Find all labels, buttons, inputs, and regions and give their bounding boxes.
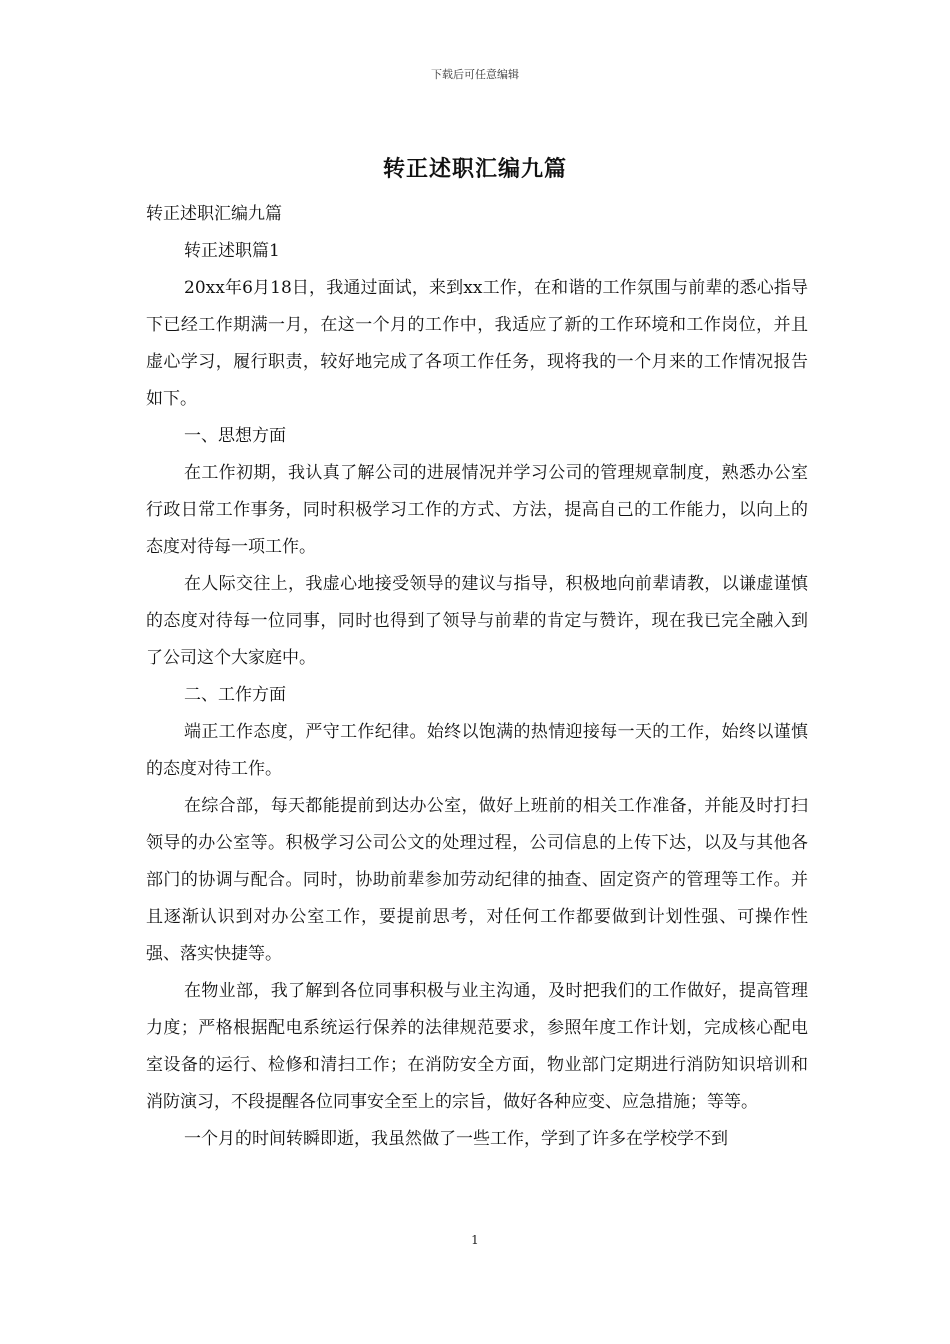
paragraph: 在工作初期，我认真了解公司的进展情况并学习公司的管理规章制度，熟悉办公室行政日常工作事务，同时积极学习工作的方式、方法，提高自己的工作能力，以向上的态度对待每一项工作。 — [146, 463, 808, 557]
paragraph: 在物业部，我了解到各位同事积极与业主沟通，及时把我们的工作做好，提高管理力度；严格根据配电系统运行保养的法律规范要求，参照年度工作计划，完成核心配电室设备的运行、检修和清扫工作；在消防安全方面，物业部门定期进行消防知识培训和消防演习，不段提醒各位同事安全至上的宗旨，做好各种应变、应急措施；等等。 — [146, 981, 808, 1112]
paragraph: 在综合部，每天都能提前到达办公室，做好上班前的相关工作准备，并能及时打扫领导的办公室等。积极学习公司公文的处理过程，公司信息的上传下达，以及与其他各部门的协调与配合。同时，协助前辈参加劳动纪律的抽查、固定资产的管理等工作。并且逐渐认识到对办公室工作，要提前思考，对任何工作都要做到计划性强、可操作性强、落实快捷等。 — [146, 796, 808, 964]
header-note: 下载后可任意编辑 — [431, 68, 519, 81]
paragraph: 在人际交往上，我虚心地接受领导的建议与指导，积极地向前辈请教，以谦虚谨慎的态度对待每一位同事，同时也得到了领导与前辈的肯定与赞许，现在我已完全融入到了公司这个大家庭中。 — [146, 574, 808, 668]
paragraph: 一个月的时间转瞬即逝，我虽然做了一些工作，学到了许多在学校学不到 — [184, 1129, 728, 1149]
section-heading: 一、思想方面 — [184, 426, 286, 446]
paragraph: 端正工作态度，严守工作纪律。始终以饱满的热情迎接每一天的工作，始终以谨慎的态度对待工作。 — [146, 722, 808, 779]
paragraph: 转正述职汇编九篇 — [146, 204, 282, 224]
document-title: 转正述职汇编九篇 — [382, 156, 567, 182]
section-heading: 转正述职篇1 — [184, 241, 280, 261]
paragraph: 20xx年6月18日，我通过面试，来到xx工作，在和谐的工作氛围与前辈的悉心指导下已经工作期满一月，在这一个月的工作中，我适应了新的工作环境和工作岗位，并且虚心学习，履行职责，较好地完成了各项工作任务，现将我的一个月来的工作情况报告如下。 — [146, 278, 808, 409]
page-number: 1 — [471, 1233, 479, 1247]
document-body — [146, 196, 808, 1158]
section-heading: 二、工作方面 — [184, 685, 286, 705]
